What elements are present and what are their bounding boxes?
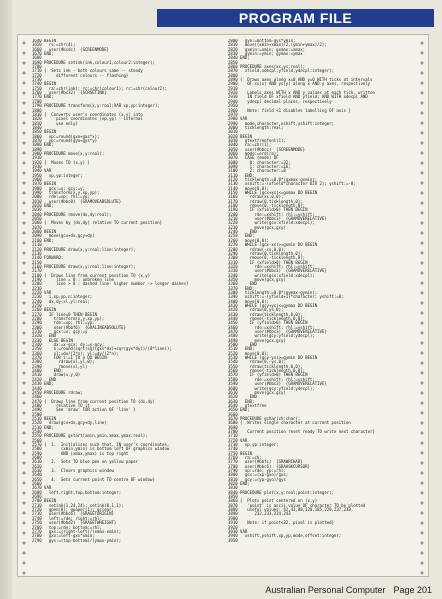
- code-line: 2020 END;: [32, 203, 54, 209]
- code-line: 2800 gyo:=bottom-gys*ymin;: [228, 39, 296, 43]
- code-line: 2060 { Moves by (dx,dy) relative TO current position}: [32, 220, 163, 226]
- tractor-feed-holes-left: [19, 35, 29, 576]
- code-line: 3190 IF (xfield>0) THEN BEGIN: [228, 207, 308, 213]
- code-line: 1940 VAR: [32, 168, 52, 174]
- code-line: 3590 user(#bbc3) {GRAMOVERELATIVE}: [228, 381, 327, 387]
- code-line: 2560: [32, 437, 42, 443]
- code-line: 3140 move(0,0);: [228, 185, 269, 191]
- code-line: 3850: [228, 494, 238, 500]
- code-line: 2270 IF line=0 THEN BEGIN: [32, 311, 98, 317]
- page-footer: [265, 585, 432, 595]
- code-line: 3290 rdraw(0,ticklength,0);: [228, 250, 303, 256]
- code-line: 1930: [32, 163, 42, 169]
- footer-magazine: Australian Personal Computer: [265, 585, 386, 595]
- code-line: 3380 ticklength:=8.0*(gymax-gymin);: [228, 289, 318, 295]
- code-line: 3130 xshift:=-(xfield*character DIV 2); yshift:=-8;: [228, 181, 356, 187]
- code-line: 2880: [228, 72, 238, 78]
- code-line: 3470 user(#bbc3) {GRAMOVERELATIVE}: [228, 329, 327, 335]
- code-line: 2940 ydecpl decimal places, respectively: [228, 98, 332, 104]
- code-line: 2790 gys:=(top-bottom)/(ymax-ymin);: [32, 537, 122, 543]
- code-line: 1640 BEGIN: [32, 39, 57, 43]
- code-line: 2000 rde:=xp; rhl:=yp;: [32, 194, 90, 200]
- code-line: 2720 gpen(0); gpaper(1); gclear;: [32, 507, 114, 513]
- code-line: 2980 VAR: [228, 116, 248, 122]
- code-line: 3860 { Plots point centered on (x,y): [228, 498, 318, 504]
- code-line: 3910 Note: if point<32, pixel is plotted}: [228, 520, 334, 526]
- code-line: 2040 PROCEDURE rmove(dx,dy:real);: [32, 211, 112, 217]
- listing-column-right: [228, 39, 418, 543]
- code-line: 3270 WHILE (gcx-xs)>=gxmin DO BEGIN: [228, 242, 318, 248]
- code-line: 1710 { Sets ink - both colours same -- steady: [32, 68, 143, 74]
- code-line: 3890 232,233,234,243: [228, 511, 291, 517]
- code-line: 3210 user(#bbc3) {GRAMOVERELATIVE}: [228, 216, 327, 222]
- code-line: 3780 user(#bbc6) {GRAASKCURSOR}: [228, 463, 310, 469]
- code-line: 1670 END;: [32, 51, 54, 57]
- code-line: 3880 useful values: 42,43,88,120,185,229,237,238,: [228, 507, 354, 513]
- code-line: 3610 move(gcx,gcy): [228, 389, 286, 395]
- code-line: 2350 n:=round(sqrt(sqr(gxs*dx)+sqr(gys*dy))/(8*line));: [32, 346, 172, 352]
- code-line: 1730: [32, 77, 42, 83]
- code-line: 1830 use only}: [32, 120, 78, 126]
- code-line: 2030: [32, 207, 42, 213]
- code-line: 2850: [228, 59, 238, 65]
- code-line: 2740 left:=rde; right:=rhl;: [32, 515, 102, 521]
- code-line: 2090 move(gcx+dx,gcy+dy): [32, 233, 95, 239]
- code-line: 3760 ra:=ch;: [228, 455, 262, 460]
- code-line: 1700: [32, 64, 42, 70]
- code-line: 3870 'point' is ascii value OF character TO be plotted: [228, 502, 366, 508]
- code-line: 2070: [32, 224, 42, 230]
- code-line: 2190 line = 0 : unbroken line: [32, 276, 114, 282]
- code-line: 3090 1: character:=16;: [228, 163, 291, 169]
- code-line: 3240 END: [228, 229, 257, 235]
- code-line: 1850 BEGIN: [32, 129, 57, 135]
- code-line: 3560 rmove(-ticklength,0,0);: [228, 368, 306, 374]
- code-line: 3360 END: [228, 281, 257, 287]
- code-line: 3840 PROCEDURE plot(x,y:real;point:integer);: [228, 489, 334, 495]
- code-line: 1960: [32, 177, 42, 182]
- listing-column-left: [32, 39, 222, 543]
- code-line: 2200 line > 0 : dashed line- higher number -> longer dashes}: [32, 281, 189, 287]
- code-line: 2580 (xmin,ymin) is bottom left OF graphics window: [32, 446, 170, 452]
- code-line: 1920 { Moves TO (x,y) }: [32, 159, 90, 165]
- code-line: 3810 gcy:=(yp-gyo)/gys: [228, 476, 286, 482]
- code-line: 2380 rdraw(xl,yl,0);: [32, 359, 95, 365]
- code-line: 3480 write(gcy:yfield:ydecpl);: [228, 333, 315, 339]
- code-line: 3030 gtextfreefont(1);: [228, 137, 286, 143]
- code-line: 2990 mode,character,xshift,yshift:integer;: [228, 120, 334, 126]
- code-line: 3920: [228, 524, 238, 530]
- code-line: 3050 user(#bbcc) {SCREENMODE}: [228, 146, 306, 152]
- code-line: 3100 2: character:=8: [228, 168, 286, 174]
- code-line: 1800: [32, 107, 42, 113]
- code-line: 3370 END;: [228, 285, 255, 291]
- code-line: 3070 CASE (mode) OF: [228, 155, 279, 161]
- code-line: 2900 OF xs(x) AND ys(y) along x AND y axes, respectively: [228, 81, 371, 87]
- code-line: 2470 { Draws line from current position TO (dx,dy): [32, 398, 155, 404]
- code-line: 2390 rmove(xl,yl): [32, 363, 88, 369]
- code-line: 1660 user(#bcdc) {SCREENMODE}: [32, 46, 110, 52]
- code-line: 2430 END;: [32, 381, 54, 387]
- code-line: 2600: [32, 455, 42, 460]
- code-line: 2310 gcx:=x; gcy:=y: [32, 329, 88, 335]
- code-line: 2240 dx,dy,xl,yl:real;: [32, 298, 90, 304]
- code-line: 3580 rde:=xshift; rhl:=yshift;: [228, 376, 315, 382]
- code-line: 3790 xp:=rde; yp:=rhl;: [228, 468, 286, 474]
- code-line: 2930 IN field OF xfield AND yfield; AND WITH xdecpl AND: [228, 94, 368, 100]
- code-line: 3950: [228, 537, 238, 543]
- code-line: 2730 user(#bbc6) {GRAGETORIGIN}: [32, 511, 114, 517]
- code-line: 2010 user(#bbc0) {GRAMOVEABSOLUTE}: [32, 198, 122, 204]
- code-line: 1650 rs:=chr(4);: [32, 42, 76, 48]
- code-line: 1950 xp,yp:integer;: [32, 172, 83, 178]
- code-line: 2780 gxo:=left-gxs*xmin;: [32, 533, 95, 539]
- code-line: 2640: [32, 472, 42, 478]
- code-line: 2150: [32, 259, 42, 265]
- code-line: 2280 transform(x,y,xp,yp);: [32, 316, 105, 321]
- code-line: 3660: [228, 411, 238, 417]
- code-line: 3170 rdraw(0,ticklength,0);: [228, 198, 303, 204]
- code-line: 3320 rde:=xshift; rhl:=yshift;: [228, 263, 315, 269]
- code-line: 1910: [32, 155, 42, 161]
- code-line: 2920 Labels axes WITH x AND y values at each tick, written: [228, 90, 375, 96]
- code-line: 1690 PROCEDURE setink(ink,colour1,colour2:integer);: [32, 59, 155, 65]
- code-line: 3710: [228, 433, 238, 439]
- code-line: 1890: [32, 146, 42, 152]
- code-line: 2250: [32, 302, 42, 308]
- code-line: 3600 write(gcy:yfield:ydecpl);: [228, 385, 315, 391]
- code-line: 2610 2. Sets TO blue pen on yellow paper: [32, 459, 138, 465]
- code-line: 3250 END;: [228, 233, 255, 239]
- code-line: 3680 { Writes single character at current position: [228, 420, 351, 426]
- code-line: 2870 xfield,xdecpl,yfield,ydecpl:integer);: [228, 68, 334, 74]
- code-line: 1720 different colours -- flashing}: [32, 72, 129, 78]
- code-line: 3700 Current position reset ready TO write next character}: [228, 428, 375, 434]
- code-line: 1740 BEGIN: [32, 81, 57, 87]
- code-line: 2050: [32, 216, 42, 222]
- footer-page-number: Page 201: [393, 585, 432, 595]
- code-line: 2530 END;: [32, 424, 54, 430]
- code-line: 2130: [32, 250, 42, 256]
- code-line: 2860 PROCEDURE axes(xs,ys:real);: [228, 64, 306, 70]
- code-line: 1970 BEGIN: [32, 181, 57, 187]
- code-line: 3300 rmove(0,-ticklength,0);: [228, 255, 306, 261]
- code-line: 1680: [32, 55, 42, 61]
- code-line: 3720 VAR: [228, 437, 248, 443]
- code-line: 2760 top:=rde; bottom:=rhl;: [32, 524, 102, 530]
- code-line: 2700 BEGIN: [32, 498, 57, 504]
- code-line: 3490 move(gcx,gcy): [228, 337, 286, 343]
- code-line: 2330 ELSE BEGIN: [32, 337, 73, 343]
- code-line: 3180 rmove(0,-ticklength,0);: [228, 203, 306, 209]
- code-line: 1980 gcx:=x; gcy:=y;: [32, 185, 85, 191]
- code-line: 3820 END;: [228, 481, 250, 487]
- code-line: 2080 BEGIN: [32, 229, 57, 235]
- code-line: 3330 user(#bbc3) {GRAMOVERELATIVE}: [228, 268, 327, 274]
- code-line: 2960 Note: field <1 disables labelling OF axis }: [228, 107, 351, 113]
- code-line: 2420 END: [32, 376, 57, 382]
- code-line: 1900 PROCEDURE move(x,y:real);: [32, 150, 105, 156]
- code-line: 1750 ra:=chr(ink); rc:=chr(colour1); rc:=chr(colour2);: [32, 85, 167, 91]
- code-line: 2820 gxmin:=xmin; gxmax:=xmax;: [228, 46, 306, 52]
- code-line: 2520 draw(gcx+dx,gcy+dy,line): [32, 420, 107, 426]
- program-listing-sheet: [17, 34, 429, 577]
- code-line: 2810 move((xmin+xmax)/2,(ymin+ymax)/2);: [228, 42, 327, 48]
- code-line: 2160 PROCEDURE draw(x,y:real;line:integer);: [32, 263, 136, 269]
- code-line: 1990 transform(x,y,xp,yp);: [32, 190, 100, 196]
- code-line: 2950: [228, 103, 238, 109]
- code-line: 3940 xshift,yshift,xp,yp,mode,offset:integer;: [228, 533, 342, 539]
- code-line: 2620: [32, 463, 42, 469]
- code-line: 3690: [228, 424, 238, 430]
- code-line: 2680 left,right,top,bottom:integer;: [32, 489, 122, 495]
- code-line: 3460 rde:=xshift; rhl:=yshift;: [228, 324, 315, 330]
- code-line: 2220 VAR: [32, 289, 52, 295]
- code-line: 2510 BEGIN: [32, 415, 57, 421]
- code-line: 2630 3. Clears graphics window: [32, 468, 114, 474]
- code-line: 1840: [32, 124, 42, 130]
- code-line: 2500: [32, 411, 42, 417]
- code-line: 3510 END;: [228, 346, 255, 352]
- code-line: 2670 VAR: [32, 485, 52, 491]
- code-line: 3160 rdraw(xs,0,0);: [228, 194, 284, 200]
- code-line: 1810 { Converts user's coordinates (x,y) into: [32, 111, 143, 117]
- code-line: 3260 move(0,0);: [228, 237, 269, 243]
- code-line: 3080 0: character:=32;: [228, 159, 291, 165]
- code-line: 2100 END;: [32, 237, 54, 243]
- code-line: 2300 user(#bbf6) {GRALINEABSOLUTE}: [32, 324, 126, 330]
- code-line: 3120 ticklength:=8.0*(gxmax-gxmin);: [228, 177, 318, 182]
- page-binding-edge: [0, 0, 12, 599]
- code-line: 3410 WHILE (gcy+ys)<=gymax DO BEGIN: [228, 302, 318, 308]
- code-line: 3650 END;: [228, 407, 250, 413]
- banner-title: PROGRAM FILE: [238, 10, 353, 26]
- code-line: 2650 4. Sets current point TO centre OF window}: [32, 476, 155, 482]
- code-line: 3570 IF (yfield>0) THEN BEGIN: [228, 372, 308, 378]
- code-line: 2970: [228, 111, 238, 117]
- code-line: 2370 FOR i:=1 TO n DO BEGIN: [32, 355, 107, 361]
- code-line: 1780: [32, 98, 42, 104]
- code-line: 3800 gcx:=(xp-gxo)/gxs;: [228, 472, 289, 478]
- code-line: 3230 move(gcx,gcy): [228, 224, 286, 230]
- code-line: 3640 gtextfree: [228, 402, 267, 408]
- code-line: 2490 See 'draw' FOR action OF 'line' }: [32, 407, 136, 413]
- code-line: 2230 i,xp,yp,n:integer;: [32, 294, 93, 300]
- code-line: 2540: [32, 428, 42, 434]
- code-line: 2770 gxs:=(right-left)/(xmax-xmin);: [32, 528, 122, 534]
- code-line: 1880 END;: [32, 142, 54, 148]
- code-line: 2890 { Draws axes along x=0 AND y=0 WITH ticks at intervals: [228, 77, 373, 83]
- code-line: 2690: [32, 494, 42, 500]
- code-line: 1770 END;: [32, 94, 54, 100]
- code-line: 3010: [228, 129, 238, 135]
- code-line: 3630 END;: [228, 398, 255, 404]
- code-line: 2830 gymin:=ymin; gymax:=ymax: [228, 51, 303, 57]
- code-line: 1790 PROCEDURE transform(x,y:real;VAR xp,yp:integer);: [32, 103, 160, 109]
- code-line: 2320 END: [32, 333, 57, 339]
- program-file-banner: [157, 9, 434, 27]
- code-line: 2840 END;: [228, 55, 250, 61]
- code-line: 3750 BEGIN: [228, 450, 253, 456]
- code-line: 3430 rdraw(ticklength,0,0);: [228, 311, 303, 317]
- code-line: 2660: [32, 481, 42, 487]
- code-line: 3520 move(0,0);: [228, 350, 269, 356]
- code-line: 3390 xshift:=-(yfield+1)*character; yshift:=8;: [228, 294, 344, 300]
- code-line: 2340 dx:=x-gcx; dy:=y-gcy;: [32, 342, 105, 348]
- code-line: 2450 PROCEDURE rdraw;: [32, 389, 83, 395]
- code-line: 2110: [32, 242, 42, 248]
- tractor-feed-holes-right: [417, 35, 427, 576]
- code-line: 3900: [228, 515, 238, 521]
- code-line: 3340 write(gcx:xfield:xdecpl);: [228, 272, 315, 278]
- code-line: 2750 user(#bbd2) {GRAGETWHEIGHT}: [32, 520, 117, 526]
- code-line: 2440: [32, 385, 42, 391]
- code-line: 2480 relative TO it: [32, 402, 90, 408]
- code-line: 2550 PROCEDURE gstart(xmin,ymin,xmax,ymax:real);: [32, 433, 148, 439]
- code-line: 2360 xl:=dx/(2*n); yl:=dy/(2*n);: [32, 350, 119, 356]
- code-line: 2260 BEGIN: [32, 307, 57, 313]
- code-line: 2710 setink(1,24,24); setink(0,1,1);: [32, 502, 124, 508]
- code-line: 2910: [228, 85, 238, 91]
- code-line: 1870 yp:=round(gyo+gys*y): [32, 137, 98, 143]
- code-line: 3530 WHILE (gcy-ys)>=gymin DO BEGIN: [228, 355, 318, 361]
- code-line: 3040 ra:=chr(1);: [228, 142, 272, 148]
- code-line: 3500 END: [228, 342, 257, 348]
- code-line: 2400 END;: [32, 368, 64, 374]
- code-line: 3020 BEGIN: [228, 133, 253, 139]
- code-line: 3670 PROCEDURE gchar(ch:char);: [228, 415, 301, 421]
- code-line: 3150 WHILE (gcx+xs)<=gxmax DO BEGIN: [228, 190, 318, 196]
- code-line: 3200 rde:=xshift; rhl:=yshift;: [228, 211, 315, 217]
- code-line: 2460: [32, 394, 42, 400]
- code-line: 2210: [32, 285, 42, 291]
- code-line: 3740: [228, 446, 238, 452]
- code-line: 3060 mode:=ord(ra);: [228, 150, 279, 156]
- code-line: 3350 move(gcx,gcy): [228, 276, 286, 282]
- code-line: 1860 xp:=round(gxo+gxs*x);: [32, 133, 100, 139]
- code-line: 2570 { 1. Initialises such that, IN user's coordinates,: [32, 441, 170, 447]
- code-line: 3450 IF (yfield>0) THEN BEGIN: [228, 320, 308, 326]
- code-line: 3930 VAR: [228, 528, 248, 534]
- code-line: 3110 END;: [228, 172, 255, 178]
- code-line: 3830: [228, 485, 238, 491]
- code-line: 2140 FORWARD;: [32, 255, 64, 261]
- code-line: 2170: [32, 268, 42, 274]
- code-line: 3540 rdraw(0,-ys,0);: [228, 359, 286, 365]
- code-line: 3730 xp,yp:integer;: [228, 441, 279, 447]
- code-line: 3220 write(gcx:xfield:xdecpl);: [228, 220, 315, 226]
- code-line: 1820 pixel coordinates (xp,yp) - internal: [32, 116, 143, 122]
- code-line: 3770 user(#bbfc) {GRAWRCHAR}: [228, 459, 303, 465]
- code-line: 3310 IF (xfield>0) THEN BEGIN: [228, 259, 308, 265]
- code-line: 2410 draw(x,y,0): [32, 372, 81, 378]
- code-line: 3620 END: [228, 394, 257, 400]
- code-line: 2290 rde:=xp; rhl:=yp;: [32, 320, 95, 326]
- code-line: 3400 move(0,0);: [228, 298, 269, 304]
- code-line: 2590 AND (xmax,ymax) is top right: [32, 450, 129, 456]
- code-line: 2180 { Draws line from current position TO (x,y): [32, 272, 151, 278]
- code-line: 1760 user(#bc32) {SCRSETINK}: [32, 90, 107, 96]
- code-line: 3280 rdraw(-xs,0,0);: [228, 246, 286, 252]
- code-line: 2120 PROCEDURE draw(x,y:real;line:integer);: [32, 246, 136, 252]
- code-line: 3000 ticklength:real;: [228, 124, 284, 130]
- code-line: 3420 rdraw(0,ys,0);: [228, 307, 284, 313]
- code-line: 3550 rdraw(ticklength,0,0);: [228, 363, 303, 369]
- code-line: 3440 rmove(-ticklength,0,0);: [228, 316, 306, 321]
